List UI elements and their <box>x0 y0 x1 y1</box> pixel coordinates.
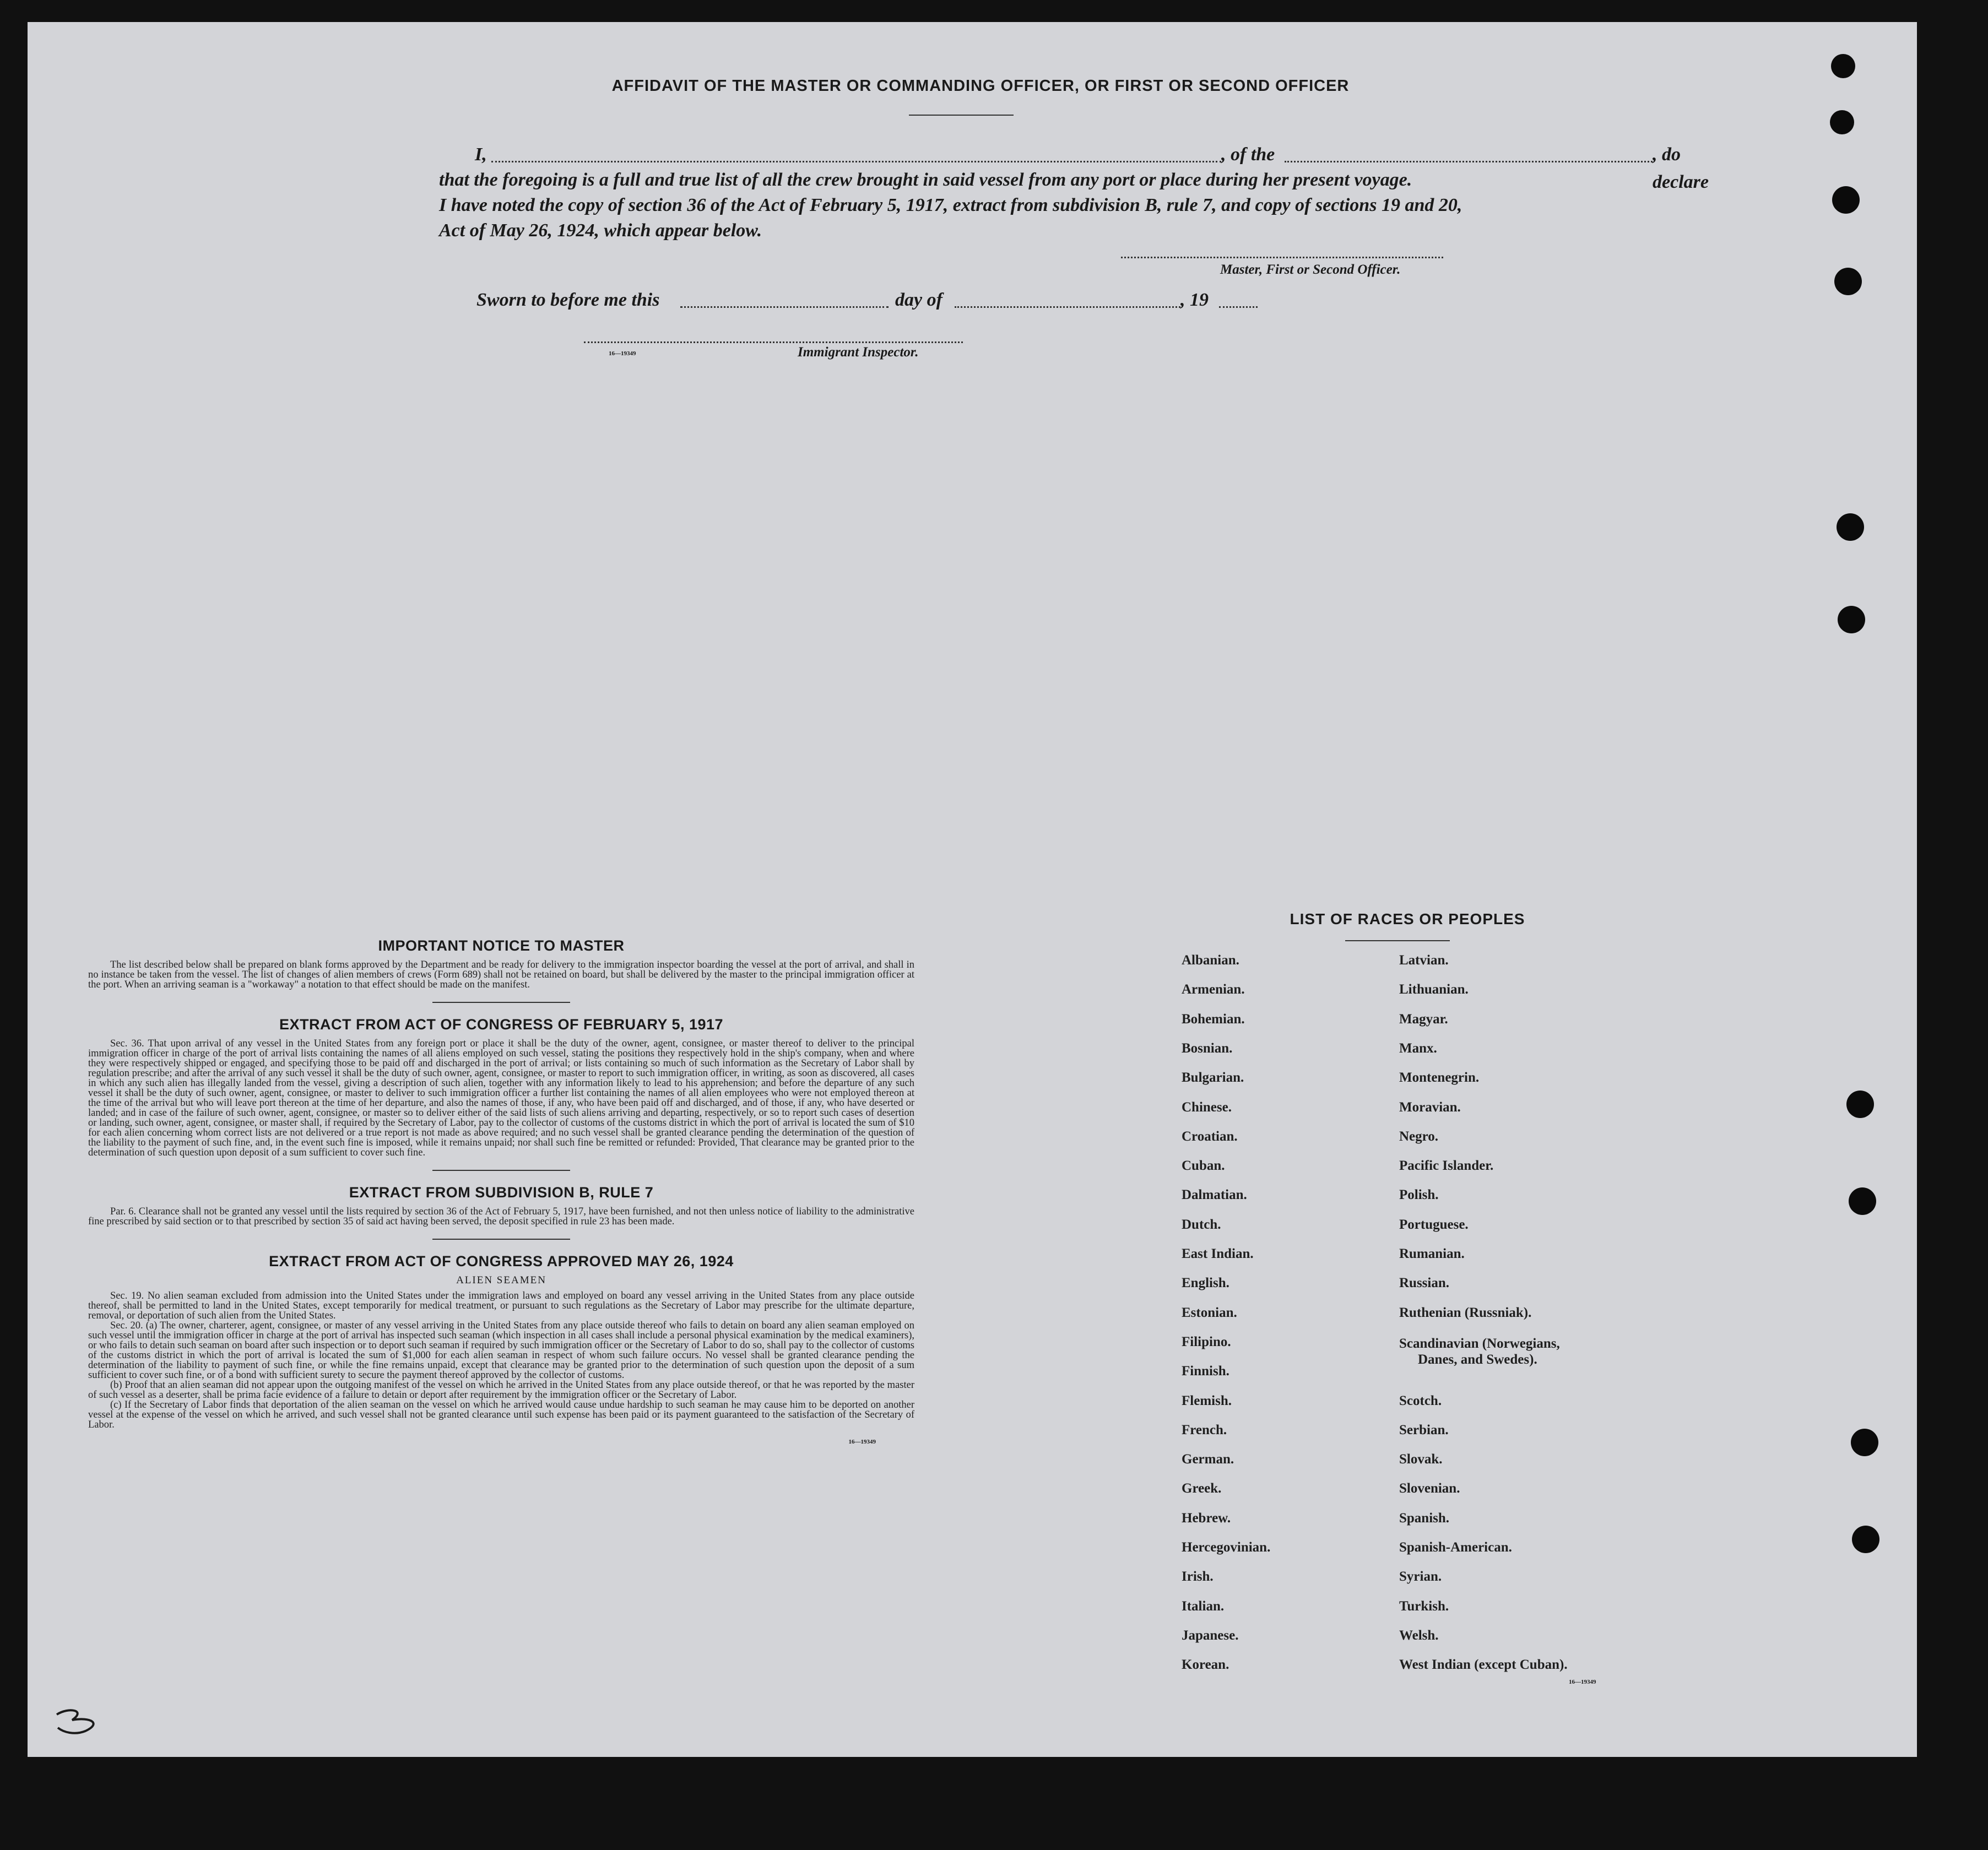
affidavit-line-4: Act of May 26, 1924, which appear below. <box>439 220 762 241</box>
race-item: Lithuanian. <box>1399 982 1469 997</box>
form-page <box>28 22 1917 1757</box>
race-item: Slovak. <box>1399 1452 1443 1467</box>
race-item: Russian. <box>1399 1276 1450 1291</box>
race-item: Italian. <box>1182 1598 1225 1614</box>
sworn-line <box>476 286 1303 314</box>
race-item: West Indian (except Cuban). <box>1399 1657 1568 1673</box>
inspector-signature-field[interactable] <box>584 341 963 343</box>
punch-hole <box>1832 186 1860 214</box>
race-item: Syrian. <box>1399 1569 1442 1585</box>
notice-title: IMPORTANT NOTICE TO MASTER <box>378 937 625 954</box>
race-item: Korean. <box>1182 1657 1229 1673</box>
race-item: Negro. <box>1399 1129 1439 1144</box>
race-item: Japanese. <box>1182 1627 1239 1643</box>
title-divider <box>909 115 1014 116</box>
race-item: Danes, and Swedes). <box>1418 1352 1537 1367</box>
punch-hole <box>1830 110 1854 134</box>
races-title-divider <box>1345 940 1450 941</box>
race-item: Scandinavian (Norwegians, <box>1399 1336 1560 1351</box>
race-item: Flemish. <box>1182 1393 1232 1408</box>
sworn-year-field[interactable] <box>1219 306 1258 308</box>
race-item: Magyar. <box>1399 1011 1448 1027</box>
race-item: Welsh. <box>1399 1627 1439 1643</box>
punch-hole <box>1831 54 1855 78</box>
race-item: Cuban. <box>1182 1158 1225 1174</box>
sec-19-text: Sec. 19. No alien seaman excluded from admission into the United States under the immigration laws and employed on board any vessel arriving in the United States from any place outside thereof, shall be permitted to land in the United States, except temporarily for medical treatment, or pursuant to such regulations as the Secretary of Labor may prescribe for the ultimate departure, removal, or deportation of such alien from the United States. <box>88 1290 914 1321</box>
race-item: Greek. <box>1182 1481 1222 1496</box>
do-declare-label: , do declare <box>1653 144 1709 192</box>
race-item: Rumanian. <box>1399 1246 1465 1261</box>
races-title: LIST OF RACES OR PEOPLES <box>1290 910 1525 927</box>
race-item: Latvian. <box>1399 953 1449 968</box>
races-form-number: 16—19349 <box>1569 1679 1596 1685</box>
race-item: Spanish. <box>1399 1510 1450 1526</box>
sworn-day-of-label: day of <box>895 290 942 310</box>
affidavit-line-2: that the foregoing is a full and true list of all the crew brought in said vessel from any port or place during her present voyage. <box>439 170 1412 190</box>
notice-text: The list described below shall be prepared on blank forms approved by the Department and be ready for delivery to the immigration inspector boarding the vessel at the port of arrival, and shall in no instance be taken from the vessel. The list of changes of alien members of crews (Form 689) shall not be retained on board, but shall be delivered by the master to the principal immigration officer at the port. When an arriving seaman is a "workaway" a notation to that effect should be made on the manifest. <box>88 959 914 990</box>
punch-hole <box>1837 513 1864 541</box>
race-item: Ruthenian (Russniak). <box>1399 1305 1532 1320</box>
section-divider <box>432 1239 570 1240</box>
race-item: Finnish. <box>1182 1364 1229 1379</box>
race-item: Moravian. <box>1399 1099 1461 1115</box>
extract-1917-text: Sec. 36. That upon arrival of any vessel in the United States from any foreign port or place it shall be the duty of the owner, agent, consignee, or master thereof to deliver to the principal immigration officer in charge of the port of arrival lists containing the names of all aliens employed on such vessel, stating the positions they respectively hold in the ship's company, when and where they were respectively shipped or engaged, and specifying those to be paid off and discharged in the port of arrival; or lists containing so much of such information as the Secretary of Labor shall by regulation prescribe; and after the arrival of any such vessel it shall be the duty of such owner, agent, consignee, or master to report to such immigration officer, in writing, as soon as discovered, all cases in which any such alien has illegally landed from the vessel, giving a description of such alien, together with any information likely to lead to his apprehension; and before the departure of any such vessel it shall be the duty of such owner, agent, consignee, or master to deliver to such immigration officer a further list containing the names of all alien employees who were not employed thereon at the time of the arrival but who will leave port thereon at the time of her departure, and also the names of those, if any, who have been paid off and discharged, and of those, if any, who have deserted or landed; and in case of the failure of such owner, agent, consignee, or master so to deliver either of the said lists of such aliens arriving and departing, respectively, or so to report such cases of desertion or landing, such owner, agent, consignee, or master shall, if required by the Secretary of Labor, pay to the collector of customs of the customs district in which the port of arrival is located the sum of $10 for each alien concerning whom correct lists are not delivered or a true report is not made as above required; and no such vessel shall be granted clearance pending the determination of the question of the liability to the payment of such fine, and, in the event such fine is imposed, while it remains unpaid; nor shall such fine be remitted or refunded: Provided, That clearance may be granted prior to the determination of such question upon deposit of a sum sufficient to cover such fine. <box>88 1038 914 1158</box>
extract-form-number: 16—19349 <box>848 1439 876 1445</box>
race-item: Manx. <box>1399 1040 1437 1056</box>
race-item: Montenegrin. <box>1399 1070 1480 1086</box>
race-item: Spanish-American. <box>1399 1540 1512 1555</box>
punch-hole <box>1846 1091 1874 1118</box>
race-item: Polish. <box>1399 1187 1439 1203</box>
sworn-year-label: , 19 <box>1180 290 1209 310</box>
sec-20c-text: (c) If the Secretary of Labor finds that deportation of the alien seaman on the vessel on which he arrived would cause undue hardship to such seaman he may cause him to be deported on another vessel at the expense of the vessel on which he arrived, and such vessel shall not be granted clearance until such expense has been paid or its payment guaranteed to the satisfaction of the Secretary of Labor. <box>88 1399 914 1430</box>
race-item: English. <box>1182 1276 1229 1291</box>
alien-seamen-subtitle: ALIEN SEAMEN <box>456 1274 546 1286</box>
race-item: Dalmatian. <box>1182 1187 1247 1203</box>
race-item: French. <box>1182 1422 1227 1437</box>
race-item: Hercegovinian. <box>1182 1540 1271 1555</box>
handwritten-mark <box>52 1705 113 1738</box>
inspector-label: Immigrant Inspector. <box>798 345 919 360</box>
punch-hole <box>1838 606 1865 633</box>
sec-20a-text: Sec. 20. (a) The owner, charterer, agent, consignee, or master of any vessel arriving in the United States from any place outside thereof who fails to detain on board any alien seaman employed on such vessel until the immigration officer in charge at the port of arrival has inspected such seaman (which inspection in all cases shall include a personal physical examination by the medical examiners), or who fails to detain such seaman on board after such inspection or to deport such seaman if required by such immigration officer or the Secretary of Labor to do so, shall pay to the collector of customs of the customs district in which the port of arrival is located the sum of $1,000 for each alien seaman in respect of whom such failure occurs. No vessel shall be granted clearance pending the determination of the liability to payment of such fine, or while the fine remains unpaid, except that clearance may be granted prior to the determination of such question upon the deposit of a sum sufficient to cover such fine, or of a bond with sufficient surety to secure the payment thereof approved by the collector of customs. <box>88 1320 914 1381</box>
race-item: Estonian. <box>1182 1305 1237 1320</box>
notice-column <box>88 937 914 1445</box>
affidavit-line-3: I have noted the copy of section 36 of the Act of February 5, 1917, extract from subdivision B, rule 7, and copy of sections 19 and 20, <box>439 195 1462 215</box>
race-item: Pacific Islander. <box>1399 1158 1494 1174</box>
race-item: Serbian. <box>1399 1422 1449 1437</box>
officer-signature-label: Master, First or Second Officer. <box>1220 262 1401 277</box>
punch-hole <box>1851 1429 1878 1456</box>
extract-1924-title: EXTRACT FROM ACT OF CONGRESS APPROVED MAY 26, 1924 <box>269 1253 734 1269</box>
race-item: Slovenian. <box>1399 1481 1460 1496</box>
rule-7-title: EXTRACT FROM SUBDIVISION B, RULE 7 <box>349 1184 654 1201</box>
race-item: Albanian. <box>1182 953 1239 968</box>
officer-signature-field[interactable] <box>1121 257 1443 258</box>
race-item: Dutch. <box>1182 1217 1221 1232</box>
declarant-prefix: I, <box>475 144 487 165</box>
race-item: Armenian. <box>1182 982 1245 997</box>
race-item: Filipino. <box>1182 1334 1231 1349</box>
sworn-prefix: Sworn to before me this <box>476 290 660 310</box>
race-item: Hebrew. <box>1182 1510 1231 1526</box>
punch-hole <box>1834 268 1862 295</box>
race-item: Bosnian. <box>1182 1040 1233 1056</box>
race-item: Scotch. <box>1399 1393 1442 1408</box>
race-item: Portuguese. <box>1399 1217 1469 1232</box>
sworn-month-field[interactable] <box>955 306 1180 308</box>
affidavit-form-number: 16—19349 <box>609 350 636 357</box>
section-divider <box>432 1002 570 1003</box>
race-item: Bohemian. <box>1182 1011 1245 1027</box>
race-item: Bulgarian. <box>1182 1070 1244 1086</box>
sworn-day-field[interactable] <box>680 306 889 308</box>
extract-1917-title: EXTRACT FROM ACT OF CONGRESS OF FEBRUARY 5, 1917 <box>279 1016 724 1033</box>
declarant-name-field[interactable] <box>491 161 1221 162</box>
race-item: East Indian. <box>1182 1246 1254 1261</box>
race-item: Turkish. <box>1399 1598 1449 1614</box>
affidavit-title: AFFIDAVIT OF THE MASTER OR COMMANDING OFFICER, OR FIRST OR SECOND OFFICER <box>611 77 1350 95</box>
race-item: Croatian. <box>1182 1129 1238 1144</box>
section-divider <box>432 1170 570 1171</box>
race-item: German. <box>1182 1452 1234 1467</box>
punch-hole <box>1852 1526 1879 1553</box>
vessel-name-field[interactable] <box>1285 161 1653 162</box>
punch-hole <box>1849 1187 1876 1215</box>
vessel-of-the-label: , of the <box>1221 144 1275 165</box>
sec-20b-text: (b) Proof that an alien seaman did not appear upon the outgoing manifest of the vessel on which he arrived in the United States from any place outside thereof, or that he was reported by the master of such vessel as a deserter, shall be prima facie evidence of a failure to detain or deport after requirement by the immigration officer or the Secretary of Labor. <box>88 1380 914 1401</box>
race-item: Irish. <box>1182 1569 1214 1585</box>
race-item: Chinese. <box>1182 1099 1232 1115</box>
rule-7-text: Par. 6. Clearance shall not be granted any vessel until the lists required by section 36 of the Act of February 5, 1917, have been furnished, and not then unless notice of liability to the administrative fine prescribed by said section or to that prescribed by section 35 of said act having been served, the deposit specified in rule 23 has been made. <box>88 1206 914 1227</box>
